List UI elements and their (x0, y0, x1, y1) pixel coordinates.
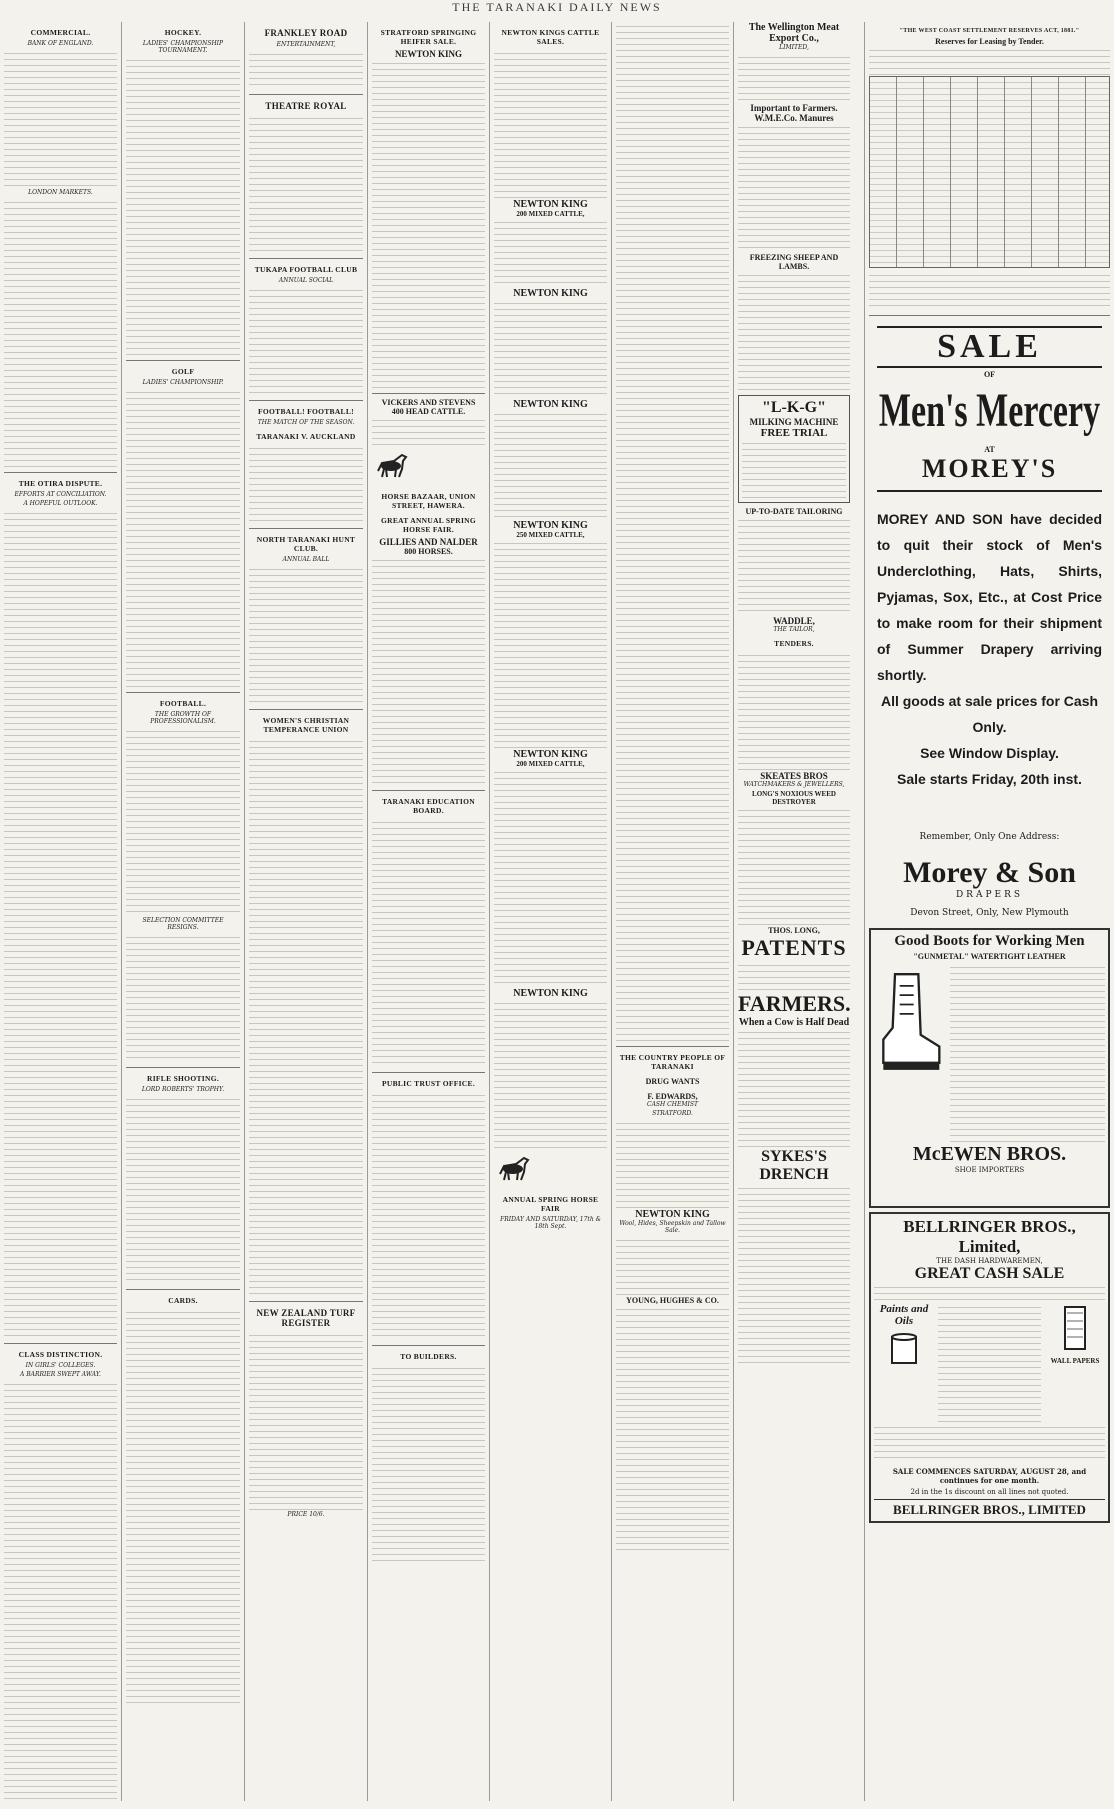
article-heading: LORD ROBERTS' TROPHY. (141, 1086, 225, 1093)
ad-body (738, 1184, 850, 1364)
boots-heading: Good Boots for Working Men (894, 933, 1085, 949)
chemist-title: CASH CHEMIST (646, 1101, 698, 1108)
ledger-subtitle: Reserves for Leasing by Tender. (935, 37, 1044, 46)
firm-title: WATCHMAKERS & JEWELLERS, (743, 781, 845, 788)
firm-name: SKEATES BROS (760, 771, 828, 781)
column-sport (122, 22, 245, 1801)
ad-heading: FARMERS. (738, 991, 851, 1016)
sale-body (372, 416, 485, 446)
article-body (4, 509, 117, 1339)
article-heading: LONDON MARKETS. (28, 189, 93, 196)
sale-starts: Sale starts Friday, 20th inst. (897, 771, 1082, 787)
article-body (126, 727, 240, 917)
sale-heading: 250 MIXED CATTLE, (516, 531, 585, 539)
article-body (126, 388, 240, 688)
notice-heading: TARANAKI EDUCATION BOARD. (382, 797, 475, 815)
notice-body (372, 818, 485, 1068)
column-classifieds (612, 22, 734, 1801)
paints-label: Paints and Oils (879, 1303, 929, 1327)
sale-heading: HORSE BAZAAR, UNION STREET, HAWERA. (381, 492, 476, 510)
remember-line: Remember, Only One Address: (919, 832, 1060, 842)
firm-name: Morey & Son (903, 856, 1076, 889)
wallpaper-roll-icon (1055, 1303, 1095, 1353)
sale-heading: 800 HORSES. (404, 547, 453, 556)
notice-body (249, 1331, 363, 1511)
sale-heading: NEWTON KINGS CATTLE SALES. (501, 28, 600, 46)
ad-heading: The Wellington Meat Export Co., (748, 22, 840, 44)
firm-name: BELLRINGER BROS., Limited, (903, 1217, 1076, 1256)
article-heading: IN GIRLS' COLLEGES. (25, 1362, 96, 1369)
ad-heading: TENDERS. (774, 639, 814, 648)
auctioneer-name: VICKERS AND STEVENS (381, 398, 476, 407)
cash-sale-heading: GREAT CASH SALE (914, 1265, 1065, 1282)
mercery-heading: Men's Mercery (878, 385, 1101, 438)
notice-body (249, 50, 363, 90)
sale-cash-only: All goods at sale prices for Cash Only. (880, 693, 1099, 735)
column-commercial (0, 22, 122, 1801)
section-heading: RIFLE SHOOTING. (146, 1074, 219, 1083)
notice-heading: TARANAKI V. AUCKLAND (256, 432, 356, 441)
sale-body: MOREY AND SON have decided to quit their stock of Men's Underclothing, Hats, Shirts, Pyjamas, Sox, Etc., at Cost Price to make room for their shipment of Summer Drapery arriving shortly. (877, 511, 1102, 683)
ad-body (938, 1303, 1041, 1423)
ad-body (616, 1305, 729, 1555)
notice-heading: NORTH TARANAKI HUNT CLUB. (256, 535, 356, 553)
firm-footer: BELLRINGER BROS., LIMITED (874, 1499, 1105, 1518)
ad-body (738, 53, 850, 103)
notice-subheading: ANNUAL BALL (282, 556, 330, 563)
article-body (4, 1380, 117, 1800)
firm-title: DRAPERS (955, 890, 1024, 900)
ad-subheading: LIMITED, (779, 44, 809, 51)
auctioneer-name: GILLIES AND NALDER (379, 537, 478, 547)
ad-body (738, 123, 850, 253)
auctioneer-name: NEWTON KING (513, 399, 588, 410)
ad-body (616, 1119, 729, 1209)
ad-heading: SYKES'S DRENCH (759, 1148, 829, 1183)
auctioneer-name: NEWTON KING (513, 988, 588, 999)
notice-heading: FRANKLEY ROAD (264, 28, 348, 38)
notice-body (249, 286, 363, 396)
chemist-town: STRATFORD. (652, 1110, 693, 1117)
ad-body (738, 1028, 850, 1148)
auctioneer-name: NEWTON KING (513, 288, 588, 299)
notice-body (372, 1364, 485, 1564)
firm-name: THOS. LONG, (768, 926, 820, 935)
notice-subheading: ENTERTAINMENT, (276, 41, 336, 48)
article-heading: A BARRIER SWEPT AWAY. (20, 1371, 101, 1378)
sale-body (494, 768, 607, 988)
ad-heading: MILKING MACHINE (749, 417, 839, 427)
price-label: PRICE 10/6. (287, 1511, 325, 1518)
column-stock-sales (368, 22, 490, 1801)
ad-heading: Important to Farmers. (750, 103, 838, 113)
sale-date: FRIDAY AND SATURDAY, 17th & 18th Sept. (500, 1216, 601, 1230)
horse-icon (372, 449, 412, 479)
sale-discount: 2d in the 1s discount on all lines not quoted. (910, 1488, 1069, 1496)
sale-commences: SALE COMMENCES SATURDAY, AUGUST 28, and continues for one month. (892, 1467, 1087, 1485)
notice-subheading: ANNUAL SOCIAL (278, 277, 334, 284)
ad-heading: "L-K-G" (762, 399, 826, 416)
article-body (4, 49, 117, 189)
article-heading: A HOPEFUL OUTLOOK. (23, 500, 98, 507)
section-heading: CARDS. (168, 1296, 198, 1305)
moreys-heading: MOREY'S (877, 454, 1102, 492)
ledger-notes (869, 271, 1110, 311)
section-heading: HOCKEY. (164, 28, 202, 37)
sale-heading: GREAT ANNUAL SPRING HORSE FAIR. (380, 516, 477, 534)
sale-title: SALE (877, 326, 1102, 368)
column-notices (245, 22, 368, 1801)
section-heading: THE OTIRA DISPUTE. (18, 479, 103, 488)
notice-heading: FOOTBALL! FOOTBALL! (258, 407, 354, 416)
article-body (4, 198, 117, 468)
sale-heading: 400 HEAD CATTLE. (391, 407, 466, 416)
boots-subheading: "GUNMETAL" WATERTIGHT LEATHER (913, 952, 1066, 961)
ad-body (738, 806, 850, 926)
ad-body (874, 1283, 1105, 1303)
ad-heading: When a Cow is Half Dead (738, 1017, 850, 1028)
notice-body (249, 565, 363, 705)
ad-body (738, 271, 850, 391)
sale-of: OF (983, 370, 996, 379)
notice-heading: NEW ZEALAND TURF REGISTER (256, 1308, 356, 1328)
ad-body (738, 961, 850, 991)
sale-heading: ANNUAL SPRING HORSE FAIR (502, 1195, 599, 1213)
ad-heading: DRUG WANTS (645, 1077, 700, 1086)
notice-heading: PUBLIC TRUST OFFICE. (381, 1079, 476, 1088)
score-table (126, 1095, 240, 1285)
tailor-title: THE TAILOR, (773, 626, 815, 633)
notice-body (249, 737, 363, 1297)
auctioneer-name: NEWTON KING (513, 520, 588, 531)
sale-body (494, 299, 607, 399)
firm-name: McEWEN BROS. (912, 1143, 1067, 1165)
article-heading: LADIES' CHAMPIONSHIP TOURNAMENT. (142, 40, 224, 54)
auctioneer-name: NEWTON KING (513, 749, 588, 760)
ad-body (738, 651, 850, 771)
sale-body (372, 59, 485, 389)
horse-icon (494, 1152, 534, 1182)
boots-ad (869, 928, 1110, 1208)
sale-at: AT (984, 445, 995, 454)
ad-body (742, 439, 846, 499)
ledger-title: "THE WEST COAST SETTLEMENT RESERVES ACT, 1881." (899, 28, 1080, 34)
masthead: THE TARANAKI DAILY NEWS (452, 0, 662, 14)
tailor-name: WADDLE, (773, 616, 815, 626)
notice-body (249, 114, 363, 254)
sale-body (494, 218, 607, 288)
firm-title: THE DASH HARDWAREMEN, (936, 1257, 1043, 1265)
auctioneer-name: NEWTON KING (513, 199, 588, 210)
boot-icon (874, 967, 944, 1077)
ad-heading: FREE TRIAL (760, 427, 828, 439)
article-heading: EFFORTS AT CONCILIATION. (14, 491, 107, 498)
bellringer-ad (869, 1212, 1110, 1523)
morey-sale-ad (869, 320, 1110, 924)
article-body (126, 56, 240, 356)
milking-machine-ad (738, 395, 850, 503)
firm-name: YOUNG, HUGHES & CO. (626, 1296, 719, 1305)
auctioneer-name: NEWTON KING (635, 1209, 710, 1220)
article-heading: SELECTION COMMITTEE RESIGNS. (142, 917, 224, 931)
notice-body (372, 1091, 485, 1341)
chemist-name: F. EDWARDS, (647, 1092, 698, 1101)
boots-body (950, 963, 1105, 1143)
sale-body (494, 539, 607, 749)
ad-heading: THE COUNTRY PEOPLE OF TARANAKI (619, 1053, 726, 1071)
ad-heading: W.M.E.Co. Manures (754, 113, 834, 123)
ad-body (616, 1236, 729, 1296)
section-heading: GOLF (171, 367, 195, 376)
sale-heading: 200 MIXED CATTLE, (516, 210, 585, 218)
notice-body (249, 444, 363, 524)
sale-body (494, 999, 607, 1149)
ad-body (874, 1423, 1105, 1463)
wallpapers-label: WALL PAPERS (1050, 1357, 1100, 1365)
ledger-intro (869, 46, 1110, 76)
section-heading: COMMERCIAL. (30, 28, 91, 37)
article-heading: LADIES' CHAMPIONSHIP. (142, 379, 224, 386)
article-heading: THE GROWTH OF PROFESSIONALISM. (150, 711, 216, 725)
auctioneer-name: NEWTON KING (394, 49, 463, 59)
sale-heading: 200 MIXED CATTLE, (516, 760, 585, 768)
notice-heading: TUKAPA FOOTBALL CLUB (254, 265, 358, 274)
article-body (126, 1308, 240, 1708)
section-heading: CLASS DISTINCTION. (18, 1350, 103, 1359)
sale-heading: Wool, Hides, Sheepskin and Tallow Sale. (619, 1220, 726, 1234)
notice-subheading: THE MATCH OF THE SEASON. (257, 419, 355, 426)
column-cattle-sales (490, 22, 612, 1801)
notice-heading: TO BUILDERS. (400, 1352, 457, 1361)
article-heading: BANK OF ENGLAND. (27, 40, 94, 47)
notice-heading: WOMEN'S CHRISTIAN TEMPERANCE UNION (262, 716, 350, 734)
column-display-ads (864, 22, 1114, 1801)
sale-body (494, 49, 607, 199)
reserves-table (869, 76, 1110, 268)
firm-address: Devon Street, Only, New Plymouth (910, 908, 1069, 918)
ad-heading: UP-TO-DATE TAILORING (745, 507, 843, 516)
sale-window: See Window Display. (920, 745, 1059, 761)
sale-body (372, 556, 485, 786)
ad-heading: PATENTS (741, 935, 847, 960)
ad-heading: FREEZING SHEEP AND LAMBS. (749, 253, 839, 271)
column-adverts (734, 22, 854, 1801)
article-body (126, 933, 240, 1063)
ad-heading: LONG'S NOXIOUS WEED DESTROYER (752, 790, 836, 806)
sale-body (494, 410, 607, 520)
paint-tin-icon (884, 1327, 924, 1367)
classified-ads (616, 22, 729, 1042)
firm-title: SHOE IMPORTERS (954, 1166, 1025, 1174)
ad-body (738, 516, 850, 616)
sale-heading: STRATFORD SPRINGING HEIFER SALE. (380, 28, 477, 46)
notice-heading: THEATRE ROYAL (265, 101, 347, 111)
section-heading: FOOTBALL. (159, 699, 207, 708)
